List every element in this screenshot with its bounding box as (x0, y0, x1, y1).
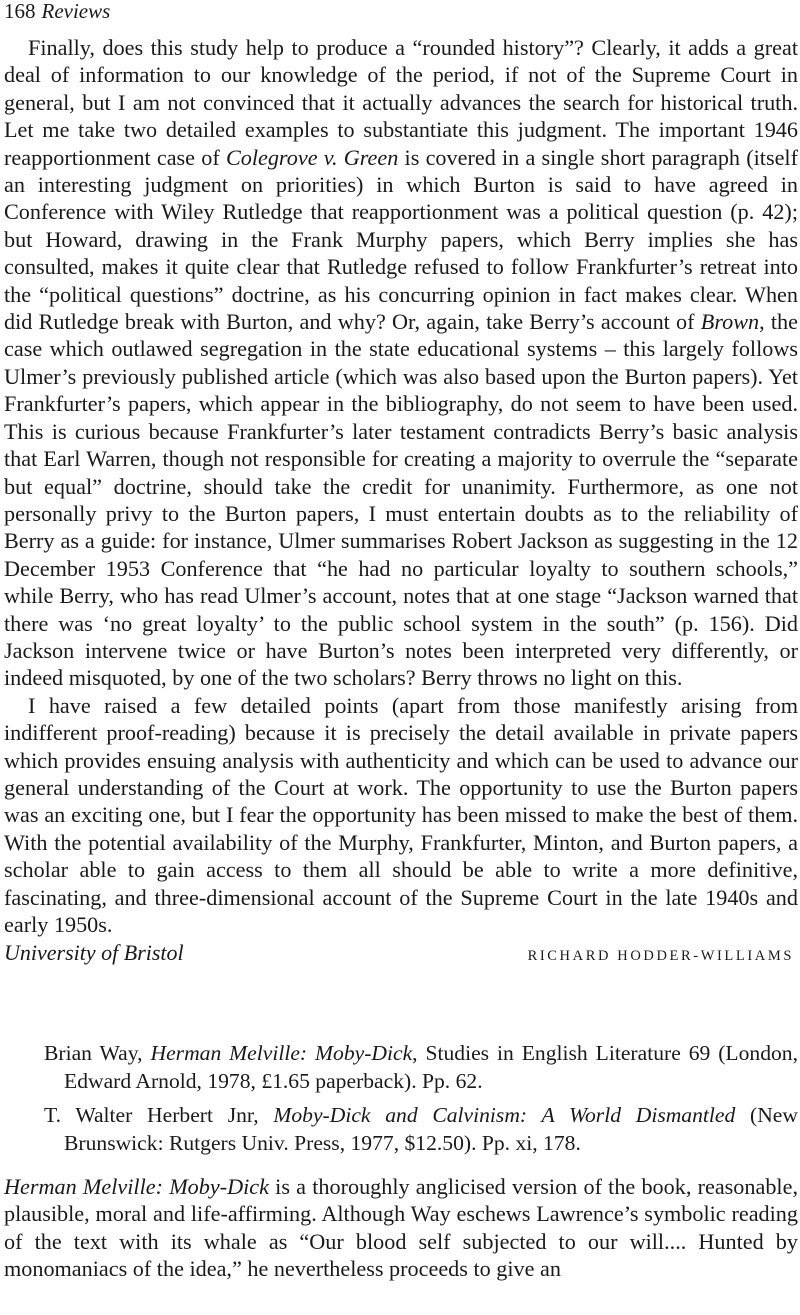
book-title: Herman Melville: Moby-Dick (4, 1174, 269, 1200)
review-body (4, 34, 798, 970)
paragraph-text: is covered in a single short paragraph (itself an interesting judgment on priorities) in which Burton is said to have agreed in Conference with Wiley Rutledge that reapportionment was a political question (p. 42); but Howard, drawing in the Frank Murphy papers, which Berry implies she has consulted, makes it quite clear that Rutledge refused to follow Frankfurter’s retreat into the “political questions” doctrine, as his concurring opinion in fact makes clear. When did Rutledge break with Burton, and why? Or, again, take Berry’s account of (4, 144, 798, 335)
section-title: Reviews (41, 0, 111, 23)
book-author: T. Walter Herbert Jnr, (44, 1103, 274, 1128)
journal-page (4, 0, 798, 1283)
book-author: Brian Way, (44, 1041, 151, 1066)
paragraph-text: is a thoroughly anglicised version of the book, reasonable, plausible, moral and life-affirming. Although Way eschews Lawrence’s symbolic reading of the text with its whale as “Our blood self subjected to our will.... Hunted by monomaniacs of the idea,” he nevertheless proceeds to give an (4, 1174, 798, 1282)
book-title: Moby-Dick and Calvinism: A World Dismantled (273, 1103, 736, 1128)
book-details: (New Brunswick: Rutgers Univ. Press, 1977, $12.50). Pp. xi, 178. (64, 1103, 798, 1155)
page-number: 168 (4, 0, 36, 23)
case-name: Colegrove v. Green (225, 144, 399, 170)
book-entries (4, 1040, 798, 1157)
review-paragraph: I have raised a few detailed points (apart from those manifestly arising from indifferent proof-reading) because it is precisely the detail available in private papers which provides ensuing analysis with authenticity and which can be used to advance our general understanding of the Court at work. The opportunity to use the Burton papers was an exciting one, but I fear the opportunity has been missed to make the best of them. With the potential availability of the Murphy, Frankfurter, Minton, and Burton papers, a scholar able to gain access to them all should be able to write a more definitive, fascinating, and three-dimensional account of the Supreme Court in the late 1940s and early 1950s. (4, 692, 798, 937)
running-head (4, 0, 798, 34)
review-paragraph (4, 1173, 798, 1283)
book-entry (44, 1102, 798, 1157)
reviewer-name: RICHARD HODDER-WILLIAMS (527, 948, 794, 965)
reviewer-affiliation: University of Bristol (4, 940, 184, 966)
book-entry (44, 1040, 798, 1095)
next-review (4, 1173, 798, 1283)
case-name: Brown (700, 309, 760, 335)
review-signature (4, 939, 798, 970)
paragraph-text: , the case which outlawed segregation in the state educational systems – this largely follows Ulmer’s previously published article (which was also based upon the Burton papers). Yet Frankfurter’s papers, which appear in the bibliography, do not seem to have been used. This is curious because Frankfurter’s later testament contradicts Berry’s basic analysis that Earl Warren, though not responsible for creating a majority to overrule the “separate but equal” doctrine, should take the credit for unanimity. Furthermore, as one not personally privy to the Burton papers, I must entertain doubts as to the reliability of Berry as a guide: for instance, Ulmer summarises Robert Jackson as suggesting in the 12 December 1953 Conference that “he had no particular loyalty to southern schools,” while Berry, who has read Ulmer’s account, notes that at one stage “Jackson warned that there was ‘no great loyalty’ to the public school system in the south” (p. 156). Did Jackson intervene twice or have Burton’s notes been interpreted very differently, or indeed misquoted, by one of the two scholars? Berry throws no light on this. (4, 309, 799, 691)
review-paragraph (4, 34, 798, 692)
book-details: , Studies in English Literature 69 (London, Edward Arnold, 1978, £1.65 paperback). Pp. 62. (64, 1041, 798, 1093)
paragraph-text: Finally, does this study help to produce a “rounded history”? Clearly, it adds a great deal of information to our knowledge of the period, if not of the Supreme Court in general, but I am not convinced that it actually advances the search for historical truth. Let me take two detailed examples to substantiate this judgment. The important 1946 reapportionment case of (4, 35, 798, 170)
book-title: Herman Melville: Moby-Dick (150, 1041, 413, 1066)
